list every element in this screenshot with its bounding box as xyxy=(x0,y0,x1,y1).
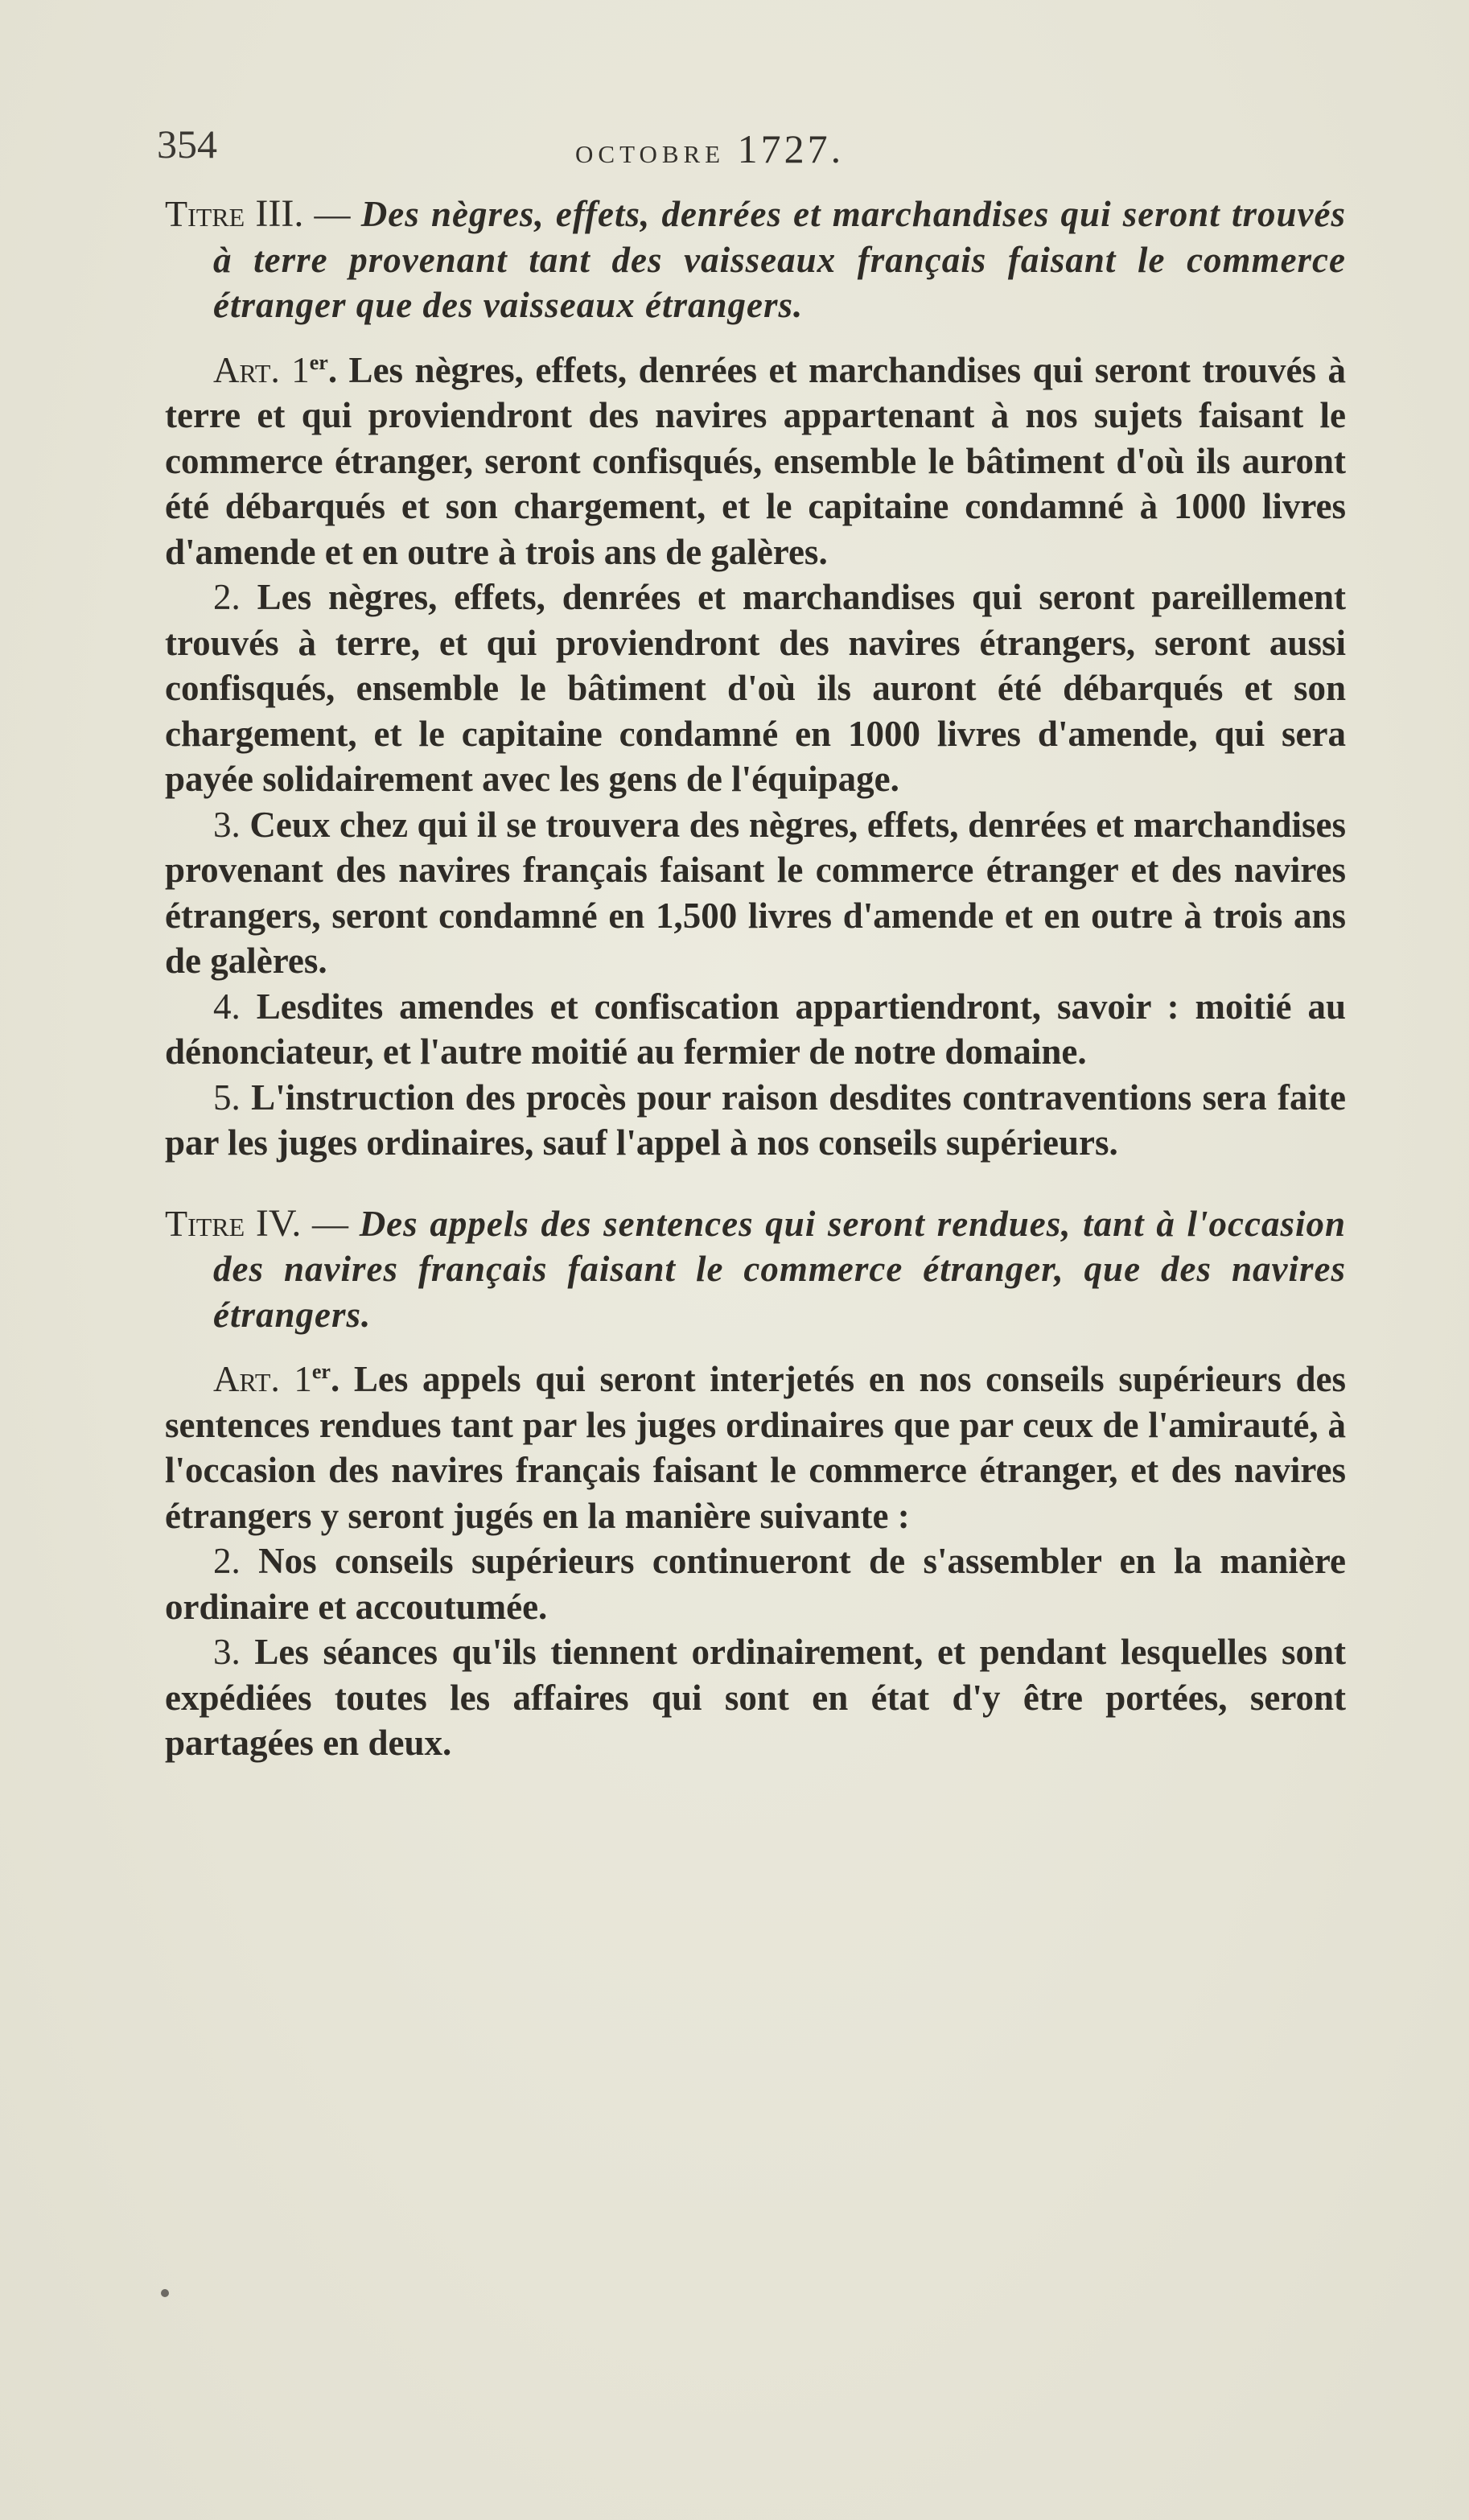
article-text: . Les appels qui seront interjetés en nos conseils supérieurs des sentences rendues tant par les juges ordinaires que par ceux de l'amirauté, à l'occasion des navires français faisant le commerce étranger, et des navires étrangers y seront jugés en la manière suivante : xyxy=(165,1359,1347,1536)
article-number: 2. xyxy=(213,577,241,617)
titre-iv-heading xyxy=(165,1201,1346,1338)
article-text: L'instruction des procès pour raison desdites contraventions sera faite par les juges ordinaires, sauf l'appel à nos conseils supérieurs. xyxy=(165,1077,1346,1163)
titre-dash: — xyxy=(301,1203,360,1244)
article-2 xyxy=(165,1538,1346,1629)
article-number: 3. xyxy=(213,1632,241,1672)
running-head xyxy=(157,121,1343,169)
article-number-suffix: er xyxy=(311,1360,331,1383)
article-1 xyxy=(165,1357,1346,1538)
article-4 xyxy=(165,984,1346,1075)
titre-number: III. xyxy=(255,192,304,235)
article-number: 1 xyxy=(291,349,310,390)
article-text: Lesdites amendes et confiscation appartiendront, savoir : moitié au dénonciateur, et l'autre moitié au fermier de notre domaine. xyxy=(165,986,1346,1072)
titre-label: Titre xyxy=(165,1202,245,1244)
titre-heading-text: Des appels des sentences qui seront rendues, tant à l'occasion des navires français faisant le commerce étranger, que des navires étrangers. xyxy=(213,1203,1346,1335)
article-3 xyxy=(165,1629,1346,1766)
article-number-suffix: er xyxy=(309,350,328,374)
paper-blemish-dot xyxy=(161,2289,169,2297)
article-text: Ceux chez qui il se trouvera des nègres, effets, denrées et marchandises provenant des navires français faisant le commerce étranger et des navires étrangers, seront condamné en 1,500 livres d'amende et en outre à trois ans de galères. xyxy=(165,804,1346,981)
titre-iii-heading xyxy=(165,191,1346,328)
article-text: Les nègres, effets, denrées et marchandises qui seront pareillement trouvés à terre, et qui proviendront des navires étrangers, seront aussi confisqués, ensemble le bâtiment d'où ils auront été débarqués et son chargement, et le capitaine condamné en 1000 livres d'amende, qui sera payée solidairement avec les gens de l'équipage. xyxy=(165,577,1346,799)
article-text: . Les nègres, effets, denrées et marchandises qui seront trouvés à terre et qui proviendront des navires appartenant à nos sujets faisant le commerce étranger, seront confisqués, ensemble le bâtiment d'où ils auront été débarqués et son chargement, et le capitaine condamné à 1000 livres d'amende et en outre à trois ans de galères. xyxy=(165,349,1346,572)
titre-heading-text: Des nègres, effets, denrées et marchandises qui seront trouvés à terre provenant tant des vaisseaux français faisant le commerce étranger que des vaisseaux étrangers. xyxy=(213,194,1346,325)
article-number: 3. xyxy=(213,804,241,845)
article-3 xyxy=(165,802,1346,984)
article-text: Nos conseils supérieurs continueront de s'assembler en la manière ordinaire et accoutumée. xyxy=(165,1541,1346,1627)
running-title-month: octobre xyxy=(575,131,726,171)
article-number: 4. xyxy=(213,986,241,1027)
titre-dash: — xyxy=(303,194,361,234)
article-number: 1 xyxy=(294,1359,312,1399)
article-1 xyxy=(165,348,1346,575)
article-number: 5. xyxy=(213,1077,241,1118)
article-label: Art. xyxy=(213,1359,280,1399)
article-number: 2. xyxy=(213,1541,241,1581)
page-number: 354 xyxy=(157,121,217,167)
article-text: Les séances qu'ils tiennent ordinairement, et pendant lesquelles sont expédiées toutes les affaires qui sont en état d'y être portées, seront partagées en deux. xyxy=(165,1632,1346,1763)
running-title-year: 1727. xyxy=(737,126,845,171)
article-label: Art. xyxy=(213,349,280,390)
article-2 xyxy=(165,574,1346,802)
titre-number: IV. xyxy=(255,1201,302,1245)
running-title xyxy=(575,126,844,172)
page-body xyxy=(165,191,1346,1766)
article-5 xyxy=(165,1075,1346,1166)
titre-label: Titre xyxy=(165,193,245,234)
section-divider-space xyxy=(165,1166,1346,1201)
